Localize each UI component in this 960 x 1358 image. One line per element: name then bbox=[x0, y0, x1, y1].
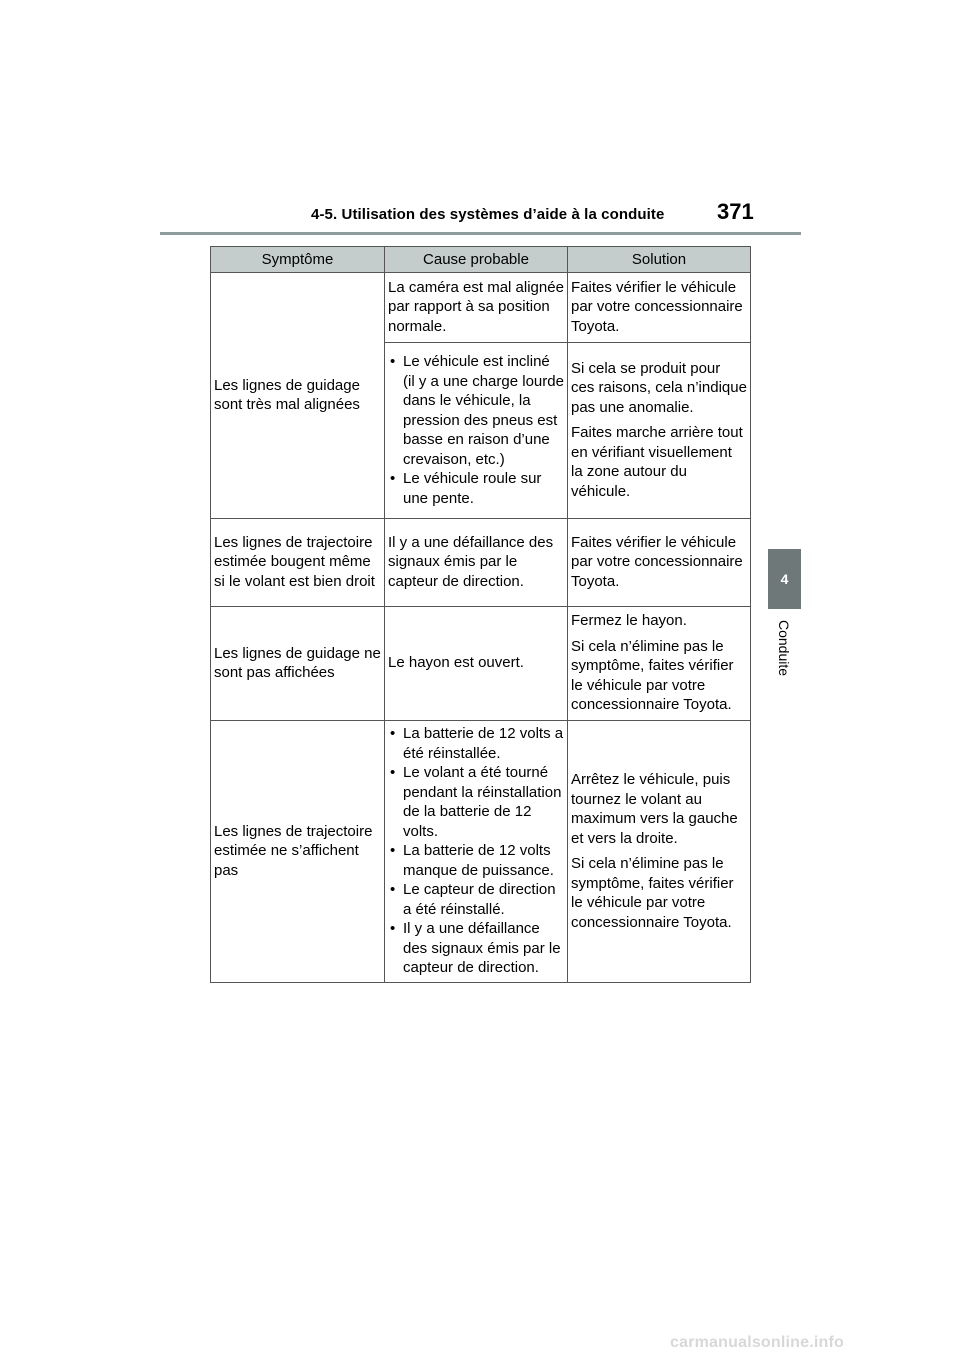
page-number: 371 bbox=[717, 199, 754, 224]
solution-text: Faites vérifier le véhicule par votre concessionnaire Toyota. bbox=[571, 278, 743, 335]
cause-list bbox=[388, 724, 564, 978]
solution-cell bbox=[568, 607, 751, 721]
solution-text: Si cela n’élimine pas le symptôme, faites vérifier le véhicule par votre concessionnaire Toyota. bbox=[571, 855, 734, 931]
solution-text: Arrêtez le véhicule, puis tournez le volant au maximum vers la gauche et vers la droite. bbox=[571, 771, 738, 847]
troubleshooting-table bbox=[210, 246, 751, 983]
column-header-symptom: Symptôme bbox=[211, 247, 385, 273]
table-row bbox=[211, 519, 751, 607]
solution-text: Fermez le hayon. bbox=[571, 612, 687, 630]
cause-cell bbox=[385, 721, 568, 983]
site-watermark: carmanualsonline.info bbox=[670, 1334, 845, 1351]
solution-text: Si cela n’élimine pas le symptôme, faites vérifier le véhicule par votre concessionnaire Toyota. bbox=[571, 637, 734, 714]
list-item: • Le véhicule est incliné (il y a une charge lourde dans le véhicule, la pression des pneus est basse en raison d’une crevaison, etc.) bbox=[388, 352, 564, 469]
list-item: • Le capteur de direction a été réinstallé. bbox=[388, 880, 564, 919]
symptom-cell: Les lignes de guidage ne sont pas affichées bbox=[211, 607, 385, 721]
chapter-label: Conduite bbox=[776, 619, 792, 677]
solution-cell bbox=[568, 519, 751, 607]
table-row bbox=[211, 273, 751, 343]
solution-text: Si cela se produit pour ces raisons, cela n’indique pas une anomalie. bbox=[571, 359, 747, 416]
solution-text: Faites marche arrière tout en vérifiant visuellement la zone autour du véhicule. bbox=[571, 424, 743, 500]
cause-cell: Il y a une défaillance des signaux émis par le capteur de direction. bbox=[385, 519, 568, 607]
cause-cell: Le hayon est ouvert. bbox=[385, 607, 568, 721]
table-header-row bbox=[211, 247, 751, 273]
list-item: • Le véhicule roule sur une pente. bbox=[388, 469, 564, 508]
cause-cell bbox=[385, 343, 568, 519]
column-header-cause: Cause probable bbox=[385, 247, 568, 273]
table-row bbox=[211, 721, 751, 983]
solution-cell bbox=[568, 721, 751, 983]
solution-cell bbox=[568, 273, 751, 343]
list-item: • La batterie de 12 volts a été réinstallée. bbox=[388, 724, 564, 763]
list-item: • Il y a une défaillance des signaux émis par le capteur de direction. bbox=[388, 919, 564, 978]
header-divider bbox=[160, 232, 801, 235]
symptom-cell: Les lignes de trajectoire estimée ne s’affichent pas bbox=[211, 721, 385, 983]
list-item: • Le volant a été tourné pendant la réinstallation de la batterie de 12 volts. bbox=[388, 763, 564, 841]
symptom-cell: Les lignes de guidage sont très mal alignées bbox=[211, 273, 385, 519]
symptom-cell: Les lignes de trajectoire estimée bougent même si le volant est bien droit bbox=[211, 519, 385, 607]
chapter-tab[interactable] bbox=[768, 549, 801, 609]
cause-list bbox=[388, 352, 564, 508]
chapter-number: 4 bbox=[780, 571, 789, 587]
list-item: • La batterie de 12 volts manque de puissance. bbox=[388, 841, 564, 880]
solution-cell bbox=[568, 343, 751, 519]
column-header-solution: Solution bbox=[568, 247, 751, 273]
section-title: 4-5. Utilisation des systèmes d’aide à la conduite bbox=[311, 206, 665, 223]
cause-cell: La caméra est mal alignée par rapport à sa position normale. bbox=[385, 273, 568, 343]
table-row bbox=[211, 607, 751, 721]
solution-text: Faites vérifier le véhicule par votre concessionnaire Toyota. bbox=[571, 533, 743, 590]
